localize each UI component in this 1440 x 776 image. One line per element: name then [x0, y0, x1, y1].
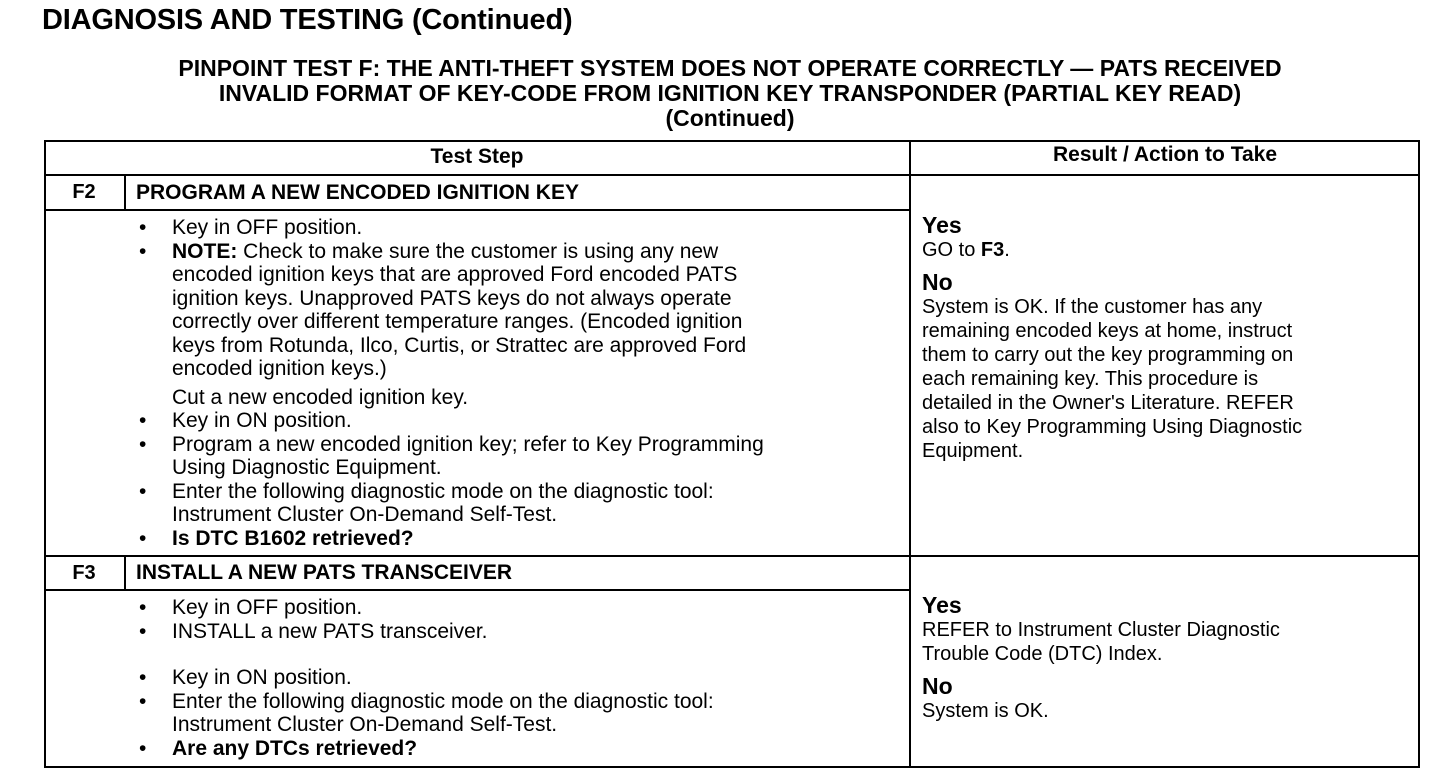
header-test-step: Test Step [430, 145, 524, 168]
result-no-text: System is OK. If the customer has any remaining encoded keys at home, instruct them to carry out the key programming on each remaining key. This procedure is detailed in the Owner's Literature. REFER also to Key Programming Using Diagnostic Equipment. [922, 296, 1303, 462]
header-result-action: Result / Action to Take [1052, 143, 1278, 166]
list-item: • Key in OFF position. [139, 216, 363, 239]
column-divider [909, 140, 911, 768]
step-f3-instructions [139, 596, 902, 760]
list-item: • Enter the following diagnostic mode on the diagnostic tool: Instrument Cluster On-Demand Self-Test. [139, 479, 714, 526]
list-item: • Are any DTCs retrieved? [139, 736, 418, 760]
list-item: • Key in ON position. [139, 409, 352, 432]
result-yes-label: Yes [922, 592, 962, 618]
list-item: • INSTALL a new PATS transceiver. [139, 619, 488, 643]
step-title-f3: INSTALL A NEW PATS TRANSCEIVER [136, 561, 513, 584]
f3-top-rule [44, 555, 1420, 557]
test-title-line-1: PINPOINT TEST F: THE ANTI-THEFT SYSTEM DOES NOT OPERATE CORRECTLY — PATS RECEIVED [178, 55, 1282, 81]
list-item: • Key in ON position. [139, 666, 352, 689]
step-f2-result [922, 212, 1412, 463]
table-border-bottom [44, 766, 1420, 768]
table-border-left [44, 140, 46, 768]
document-title: DIAGNOSIS AND TESTING (Continued) [42, 4, 573, 36]
list-item: • Key in OFF position. [139, 596, 363, 619]
header-rule [44, 174, 1420, 176]
step-id-f2: F2 [72, 181, 96, 203]
step-title-f2: PROGRAM A NEW ENCODED IGNITION KEY [136, 181, 579, 204]
step-f3-result [922, 592, 1412, 723]
list-item: Cut a new encoded ignition key. [172, 385, 469, 409]
f3-id-divider [124, 555, 126, 591]
result-yes-label: Yes [922, 212, 962, 238]
result-no-text: System is OK. [922, 700, 1049, 722]
step-id-f3: F3 [72, 562, 96, 584]
result-yes-text: GO to F3. [922, 239, 1010, 261]
test-title-line-2: INVALID FORMAT OF KEY-CODE FROM IGNITION KEY TRANSPONDER (PARTIAL KEY READ) [218, 80, 1242, 106]
table-border-top [44, 140, 1420, 142]
list-item: • Enter the following diagnostic mode on the diagnostic tool: Instrument Cluster On-Demand Self-Test. [139, 689, 714, 736]
f3-title-rule [44, 589, 910, 591]
result-yes-text: REFER to Instrument Cluster Diagnostic Trouble Code (DTC) Index. [922, 619, 1280, 665]
result-no-label: No [922, 269, 953, 295]
test-title-line-3: (Continued) [665, 105, 795, 131]
list-item: • Is DTC B1602 retrieved? [139, 526, 414, 550]
list-item: • NOTE: Check to make sure the customer is using any new encoded ignition keys that are approved Ford encoded PATS ignition keys. Unapproved PATS keys do not always operate correctly over different temperature ranges. (Encoded ignition keys from Rotunda, Ilco, Curtis, or Strattec are approved Ford encoded ignition keys.) [139, 239, 747, 380]
f2-id-divider [124, 174, 126, 210]
list-item: • Program a new encoded ignition key; refer to Key Programming Using Diagnostic Equipment. [139, 432, 764, 479]
pinpoint-table [44, 140, 1420, 768]
table-border-right [1418, 140, 1420, 768]
f2-title-rule [44, 209, 910, 211]
result-no-label: No [922, 673, 953, 699]
pinpoint-test-title [40, 56, 1420, 131]
step-f2-instructions [139, 216, 902, 550]
